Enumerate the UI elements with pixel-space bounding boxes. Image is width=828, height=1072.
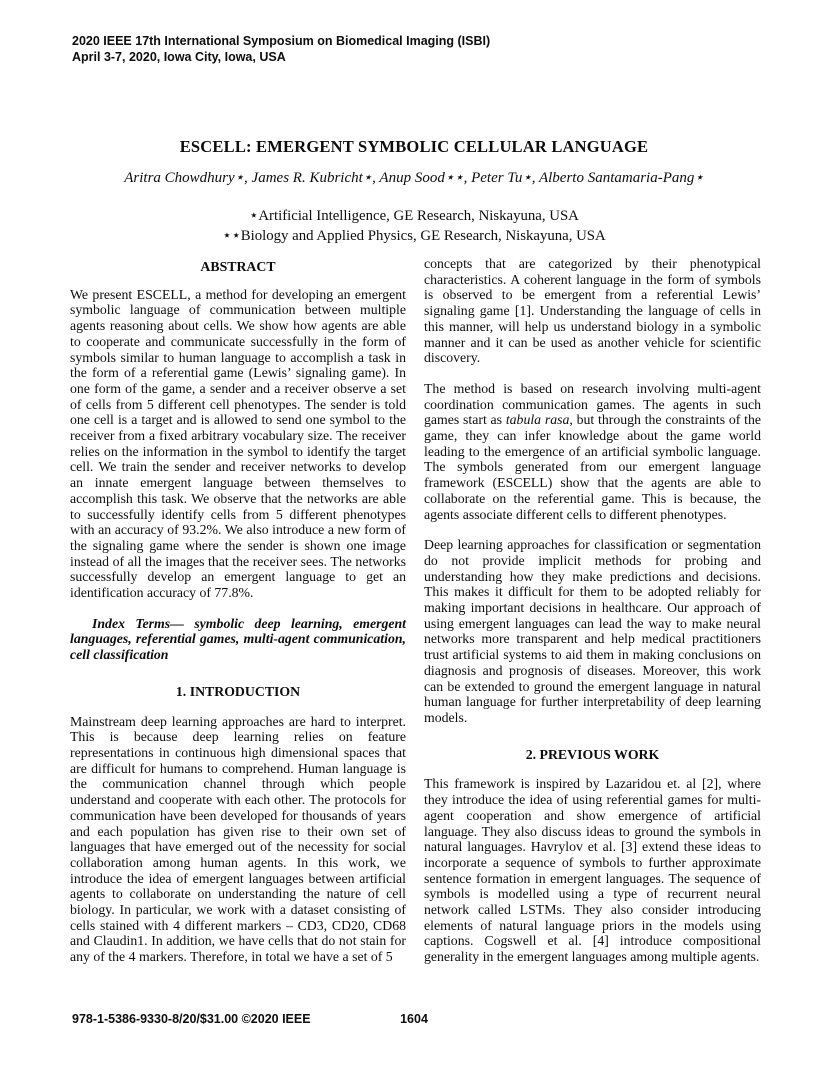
previous-work-heading: 2. PREVIOUS WORK [525, 746, 660, 762]
introduction-heading: 1. INTRODUCTION [175, 683, 301, 699]
intro-continuation-paragraph: concepts that are categorized by their phenotypical characteristics. A coherent language in the form of symbols is observed to be emergent from a referential Lewis’ signaling game [1]. Understanding the language of cells in this manner, will help us understand biology in a symbolic manner and it can be used as another vehicle for scientific discovery. [424, 256, 761, 366]
method-paragraph [424, 381, 761, 522]
abstract-body: We present ESCELL, a method for developing an emergent symbolic language of communication between multiple agents reasoning about cells. We show how agents are able to cooperate and communicate successfully in the form of symbols similar to human language to accomplish a task in the form of a referential game (Lewis’ signaling game). In one form of the game, a sender and a receiver observe a set of cells from 5 different cell phenotypes. The sender is told one cell is a target and is allowed to send one symbol to the receiver from a fixed arbitrary vocabulary size. The receiver relies on the information in the symbol to identify the target cell. We train the sender and receiver networks to develop an innate emergent language between themselves to accomplish this task. We observe that the networks are able to successfully identify cells from 5 different phenotypes with an accuracy of 93.2%. We also introduce a new form of the signaling game where the sender is shown one image instead of all the images that the receiver sees. The networks successfully develop an emergent language to get an identification accuracy of 77.8%. [70, 286, 406, 601]
method-paragraph-pre: The method is based on research involving multi-agent coordination communication games. The agents in such games start as [424, 380, 761, 428]
introduction-body: Mainstream deep learning approaches are hard to interpret. This is because deep learning relies on feature representations in continuous high dimensional spaces that are difficult for humans to comprehend. Human language is the communication channel through which people understand and cooperate with each other. The protocols for communication have been developed for thousands of years and each population has given rise to their own set of languages that have emerged out of the necessity for social collaboration among human agents. In this work, we introduce the idea of emergent languages between artificial agents to collaborate on understanding the nature of cell biology. In particular, we work with a dataset consisting of cells stained with 4 different markers – CD3, CD20, CD68 and Claudin1. In addition, we have cells that do not stain for any of the 4 markers. Therefore, in total we have a set of 5 [70, 713, 406, 965]
index-terms-list: symbolic deep learning, emergent languages, referential games, multi-agent communication, cell classification [70, 615, 406, 663]
conference-header [72, 33, 490, 65]
page-number: 1604 [400, 1012, 428, 1026]
author-line: Aritra Chowdhury⋆, James R. Kubricht⋆, Anup Sood⋆⋆, Peter Tu⋆, Alberto Santamaria-Pang⋆ [124, 170, 704, 186]
conference-header-line2: April 3-7, 2020, Iowa City, Iowa, USA [72, 50, 286, 64]
affiliation-line-1: ⋆Artificial Intelligence, GE Research, Niskayuna, USA [249, 208, 579, 224]
method-paragraph-post: , but through the constraints of the game, they can infer knowledge about the game world leading to the emergence of an artificial symbolic language. The symbols generated from our emergent language framework (ESCELL) show that the agents are able to collaborate on the referential game. This is because, the agents associate different cells to different phenotypes. [424, 412, 761, 522]
previous-work-body: This framework is inspired by Lazaridou et. al [2], where they introduce the idea of using referential games for multi-agent cooperation and show emergence of artificial language. They also discuss ideas to ground the symbols in natural languages. Havrylov et al. [3] extend these ideas to incorporate a sequence of symbols to further approximate sentence formation in emergent languages. The sequence of symbols is modelled using a type of recurrent neural network called LSTMs. They also consider introducing elements of natural language priors in the models using captions. Cogswell et al. [4] introduce compositional generality in the emergent languages among multiple agents. [424, 776, 761, 965]
interpretability-paragraph: Deep learning approaches for classification or segmentation do not provide implicit methods for probing and understanding how they make predictions and decisions. This makes it difficult for them to be adopted reliably for making important decisions in healthcare. Our approach of using emergent languages can lead the way to make neural networks more transparent and help medical practitioners trust artificial systems to aid them in making conclusions on diagnosis and prognosis of diseases. Moreover, this work can be extended to ground the emergent language in natural human language for further interpretability of deep learning models. [424, 537, 761, 725]
affiliations [0, 207, 828, 246]
affiliation-line-2: ⋆⋆Biology and Applied Physics, GE Research, Niskayuna, USA [222, 227, 606, 244]
index-terms-label: Index Terms— [92, 615, 184, 631]
right-column [424, 256, 761, 965]
index-terms [70, 616, 406, 663]
conference-header-line1: 2020 IEEE 17th International Symposium on Biomedical Imaging (ISBI) [72, 34, 491, 48]
left-column [70, 259, 406, 965]
tabula-rasa-phrase: tabula rasa [505, 412, 570, 428]
abstract-heading: ABSTRACT [200, 259, 276, 274]
paper-title: ESCELL: EMERGENT SYMBOLIC CELLULAR LANGUAGE [179, 137, 649, 156]
footer-copyright: 978-1-5386-9330-8/20/$31.00 ©2020 IEEE [72, 1012, 311, 1026]
